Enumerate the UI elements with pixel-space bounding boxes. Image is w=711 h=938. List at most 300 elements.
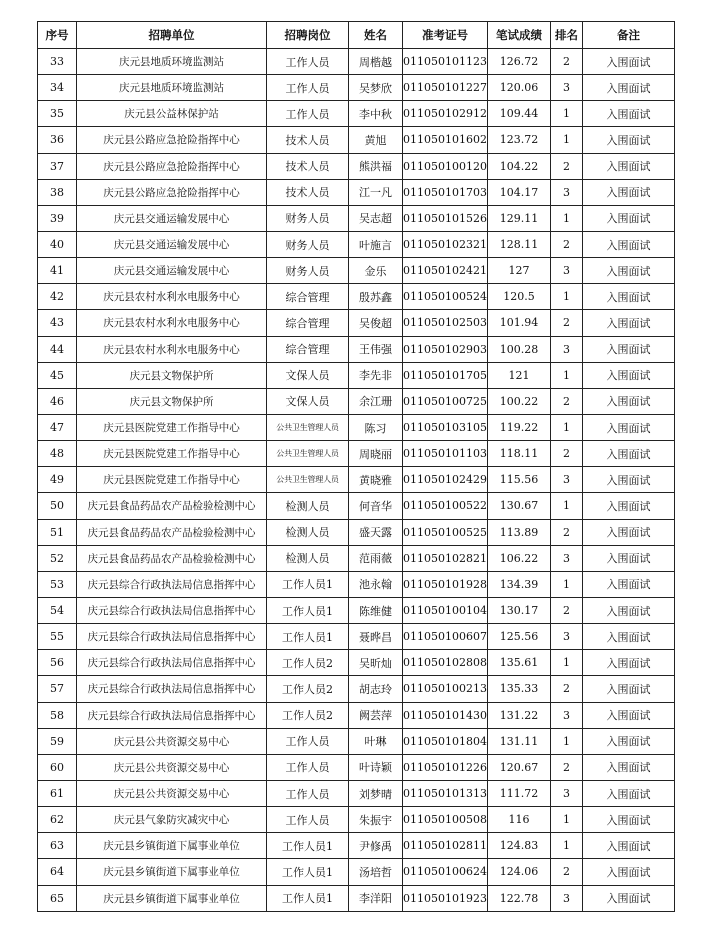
table-row (38, 414, 675, 440)
cell-rank: 3 (551, 545, 583, 571)
cell-index: 43 (38, 310, 77, 336)
cell-index: 39 (38, 205, 77, 231)
cell-exam-id: 011050101923 (403, 885, 488, 911)
cell-rank: 1 (551, 493, 583, 519)
cell-rank: 3 (551, 258, 583, 284)
table-row (38, 624, 675, 650)
cell-score: 124.06 (488, 859, 551, 885)
cell-name: 黄晓雅 (349, 467, 403, 493)
cell-unit: 庆元县公路应急抢险指挥中心 (77, 127, 267, 153)
cell-rank: 2 (551, 231, 583, 257)
cell-position: 检测人员 (267, 493, 349, 519)
cell-position: 工作人员2 (267, 650, 349, 676)
cell-exam-id: 011050100624 (403, 859, 488, 885)
cell-unit: 庆元县气象防灾减灾中心 (77, 807, 267, 833)
cell-exam-id: 011050100607 (403, 624, 488, 650)
cell-rank: 3 (551, 75, 583, 101)
table-body (38, 49, 675, 912)
cell-position: 工作人员1 (267, 885, 349, 911)
cell-index: 64 (38, 859, 77, 885)
cell-name: 吴梦欣 (349, 75, 403, 101)
cell-rank: 2 (551, 859, 583, 885)
cell-name: 聂晔昌 (349, 624, 403, 650)
cell-name: 陈习 (349, 414, 403, 440)
table-row (38, 467, 675, 493)
cell-name: 周晓丽 (349, 441, 403, 467)
cell-exam-id: 011050100104 (403, 597, 488, 623)
cell-position: 工作人员2 (267, 676, 349, 702)
cell-score: 131.22 (488, 702, 551, 728)
cell-remark: 入围面试 (583, 519, 675, 545)
cell-name: 叶施言 (349, 231, 403, 257)
cell-position: 工作人员 (267, 754, 349, 780)
cell-score: 100.22 (488, 388, 551, 414)
cell-rank: 2 (551, 49, 583, 75)
cell-exam-id: 011050101227 (403, 75, 488, 101)
cell-name: 吴俊超 (349, 310, 403, 336)
cell-unit: 庆元县交通运输发展中心 (77, 205, 267, 231)
table-row (38, 310, 675, 336)
cell-index: 35 (38, 101, 77, 127)
cell-rank: 3 (551, 179, 583, 205)
cell-unit: 庆元县医院党建工作指导中心 (77, 467, 267, 493)
cell-exam-id: 011050100120 (403, 153, 488, 179)
cell-score: 135.33 (488, 676, 551, 702)
cell-remark: 入围面试 (583, 624, 675, 650)
cell-remark: 入围面试 (583, 388, 675, 414)
cell-remark: 入围面试 (583, 728, 675, 754)
cell-index: 42 (38, 284, 77, 310)
header-index: 序号 (38, 22, 77, 49)
cell-position: 技术人员 (267, 127, 349, 153)
cell-position: 工作人员 (267, 807, 349, 833)
cell-unit: 庆元县综合行政执法局信息指挥中心 (77, 571, 267, 597)
cell-name: 王伟强 (349, 336, 403, 362)
results-table-container (37, 21, 674, 912)
cell-index: 54 (38, 597, 77, 623)
cell-name: 朱振宇 (349, 807, 403, 833)
cell-name: 池永翰 (349, 571, 403, 597)
cell-unit: 庆元县公路应急抢险指挥中心 (77, 179, 267, 205)
cell-position: 公共卫生管理人员 (267, 467, 349, 493)
cell-score: 130.67 (488, 493, 551, 519)
cell-score: 116 (488, 807, 551, 833)
cell-unit: 庆元县文物保护所 (77, 362, 267, 388)
cell-remark: 入围面试 (583, 571, 675, 597)
cell-exam-id: 011050102912 (403, 101, 488, 127)
cell-rank: 3 (551, 780, 583, 806)
cell-rank: 1 (551, 833, 583, 859)
cell-rank: 3 (551, 624, 583, 650)
table-row (38, 650, 675, 676)
cell-name: 余江珊 (349, 388, 403, 414)
cell-exam-id: 011050102811 (403, 833, 488, 859)
table-row (38, 336, 675, 362)
cell-score: 120.5 (488, 284, 551, 310)
cell-exam-id: 011050101602 (403, 127, 488, 153)
cell-name: 李先非 (349, 362, 403, 388)
table-row (38, 179, 675, 205)
cell-index: 40 (38, 231, 77, 257)
cell-remark: 入围面试 (583, 205, 675, 231)
cell-index: 57 (38, 676, 77, 702)
table-row (38, 571, 675, 597)
cell-score: 109.44 (488, 101, 551, 127)
cell-rank: 3 (551, 702, 583, 728)
cell-unit: 庆元县乡镇街道下属事业单位 (77, 885, 267, 911)
cell-score: 113.89 (488, 519, 551, 545)
cell-index: 41 (38, 258, 77, 284)
table-row (38, 75, 675, 101)
cell-name: 刘梦晴 (349, 780, 403, 806)
cell-unit: 庆元县综合行政执法局信息指挥中心 (77, 676, 267, 702)
cell-exam-id: 011050101226 (403, 754, 488, 780)
cell-unit: 庆元县农村水利水电服务中心 (77, 310, 267, 336)
table-row (38, 284, 675, 310)
cell-rank: 3 (551, 467, 583, 493)
cell-remark: 入围面试 (583, 441, 675, 467)
cell-score: 127 (488, 258, 551, 284)
cell-score: 120.67 (488, 754, 551, 780)
cell-position: 公共卫生管理人员 (267, 441, 349, 467)
cell-position: 综合管理 (267, 284, 349, 310)
table-row (38, 49, 675, 75)
cell-score: 131.11 (488, 728, 551, 754)
cell-name: 吴志超 (349, 205, 403, 231)
cell-index: 48 (38, 441, 77, 467)
cell-exam-id: 011050101123 (403, 49, 488, 75)
header-rank: 排名 (551, 22, 583, 49)
table-header-row (38, 22, 675, 49)
cell-index: 56 (38, 650, 77, 676)
cell-position: 工作人员 (267, 780, 349, 806)
cell-index: 44 (38, 336, 77, 362)
cell-remark: 入围面试 (583, 807, 675, 833)
cell-remark: 入围面试 (583, 754, 675, 780)
cell-index: 55 (38, 624, 77, 650)
cell-remark: 入围面试 (583, 49, 675, 75)
cell-unit: 庆元县公路应急抢险指挥中心 (77, 153, 267, 179)
cell-rank: 1 (551, 205, 583, 231)
cell-score: 115.56 (488, 467, 551, 493)
cell-unit: 庆元县医院党建工作指导中心 (77, 441, 267, 467)
cell-score: 125.56 (488, 624, 551, 650)
cell-position: 工作人员 (267, 101, 349, 127)
cell-name: 阙芸萍 (349, 702, 403, 728)
cell-position: 工作人员1 (267, 833, 349, 859)
cell-remark: 入围面试 (583, 127, 675, 153)
cell-remark: 入围面试 (583, 650, 675, 676)
cell-exam-id: 011050102421 (403, 258, 488, 284)
header-name: 姓名 (349, 22, 403, 49)
header-position: 招聘岗位 (267, 22, 349, 49)
cell-rank: 1 (551, 127, 583, 153)
cell-score: 124.83 (488, 833, 551, 859)
cell-position: 技术人员 (267, 179, 349, 205)
cell-rank: 1 (551, 101, 583, 127)
cell-score: 130.17 (488, 597, 551, 623)
cell-exam-id: 011050101103 (403, 441, 488, 467)
cell-exam-id: 011050100522 (403, 493, 488, 519)
cell-remark: 入围面试 (583, 258, 675, 284)
cell-index: 61 (38, 780, 77, 806)
cell-unit: 庆元县地质环境监测站 (77, 75, 267, 101)
cell-remark: 入围面试 (583, 75, 675, 101)
cell-name: 叶诗颖 (349, 754, 403, 780)
cell-rank: 1 (551, 284, 583, 310)
table-row (38, 441, 675, 467)
cell-rank: 2 (551, 153, 583, 179)
cell-remark: 入围面试 (583, 859, 675, 885)
cell-rank: 2 (551, 441, 583, 467)
cell-remark: 入围面试 (583, 179, 675, 205)
cell-exam-id: 011050102821 (403, 545, 488, 571)
table-row (38, 519, 675, 545)
cell-name: 殷苏鑫 (349, 284, 403, 310)
cell-exam-id: 011050102503 (403, 310, 488, 336)
cell-unit: 庆元县食品药品农产品检验检测中心 (77, 493, 267, 519)
cell-unit: 庆元县公共资源交易中心 (77, 780, 267, 806)
header-score: 笔试成绩 (488, 22, 551, 49)
cell-rank: 1 (551, 728, 583, 754)
cell-position: 检测人员 (267, 545, 349, 571)
cell-remark: 入围面试 (583, 310, 675, 336)
cell-index: 36 (38, 127, 77, 153)
header-exam-id: 准考证号 (403, 22, 488, 49)
cell-score: 118.11 (488, 441, 551, 467)
cell-position: 工作人员 (267, 728, 349, 754)
cell-position: 工作人员2 (267, 702, 349, 728)
cell-index: 62 (38, 807, 77, 833)
table-row (38, 702, 675, 728)
cell-score: 129.11 (488, 205, 551, 231)
cell-unit: 庆元县综合行政执法局信息指挥中心 (77, 597, 267, 623)
cell-index: 53 (38, 571, 77, 597)
cell-score: 104.17 (488, 179, 551, 205)
cell-name: 盛天露 (349, 519, 403, 545)
cell-exam-id: 011050102429 (403, 467, 488, 493)
cell-unit: 庆元县公共资源交易中心 (77, 728, 267, 754)
cell-rank: 1 (551, 807, 583, 833)
cell-rank: 2 (551, 310, 583, 336)
cell-remark: 入围面试 (583, 545, 675, 571)
cell-name: 李洋阳 (349, 885, 403, 911)
cell-unit: 庆元县综合行政执法局信息指挥中心 (77, 702, 267, 728)
cell-exam-id: 011050101804 (403, 728, 488, 754)
results-table (37, 21, 675, 912)
cell-name: 黄旭 (349, 127, 403, 153)
cell-score: 128.11 (488, 231, 551, 257)
cell-remark: 入围面试 (583, 493, 675, 519)
cell-exam-id: 011050100725 (403, 388, 488, 414)
cell-score: 106.22 (488, 545, 551, 571)
cell-unit: 庆元县综合行政执法局信息指挥中心 (77, 650, 267, 676)
cell-name: 熊洪福 (349, 153, 403, 179)
cell-rank: 2 (551, 388, 583, 414)
cell-remark: 入围面试 (583, 676, 675, 702)
cell-name: 陈维健 (349, 597, 403, 623)
cell-name: 吴昕灿 (349, 650, 403, 676)
table-row (38, 597, 675, 623)
cell-score: 135.61 (488, 650, 551, 676)
table-row (38, 388, 675, 414)
cell-exam-id: 011050101526 (403, 205, 488, 231)
cell-rank: 3 (551, 336, 583, 362)
cell-exam-id: 011050101928 (403, 571, 488, 597)
cell-exam-id: 011050100524 (403, 284, 488, 310)
cell-index: 65 (38, 885, 77, 911)
cell-exam-id: 011050102903 (403, 336, 488, 362)
cell-remark: 入围面试 (583, 362, 675, 388)
cell-exam-id: 011050101705 (403, 362, 488, 388)
cell-name: 何音华 (349, 493, 403, 519)
cell-index: 52 (38, 545, 77, 571)
cell-unit: 庆元县文物保护所 (77, 388, 267, 414)
table-row (38, 545, 675, 571)
table-row (38, 231, 675, 257)
cell-name: 叶琳 (349, 728, 403, 754)
cell-position: 工作人员1 (267, 597, 349, 623)
cell-position: 工作人员1 (267, 624, 349, 650)
cell-rank: 1 (551, 650, 583, 676)
cell-index: 37 (38, 153, 77, 179)
cell-remark: 入围面试 (583, 414, 675, 440)
cell-remark: 入围面试 (583, 101, 675, 127)
cell-index: 38 (38, 179, 77, 205)
cell-position: 财务人员 (267, 258, 349, 284)
cell-unit: 庆元县乡镇街道下属事业单位 (77, 859, 267, 885)
cell-name: 范雨薇 (349, 545, 403, 571)
cell-score: 123.72 (488, 127, 551, 153)
table-row (38, 258, 675, 284)
cell-rank: 1 (551, 414, 583, 440)
table-row (38, 728, 675, 754)
cell-score: 120.06 (488, 75, 551, 101)
cell-name: 李中秋 (349, 101, 403, 127)
table-row (38, 754, 675, 780)
cell-remark: 入围面试 (583, 336, 675, 362)
table-row (38, 780, 675, 806)
cell-rank: 3 (551, 885, 583, 911)
cell-exam-id: 011050102321 (403, 231, 488, 257)
cell-score: 121 (488, 362, 551, 388)
cell-exam-id: 011050100525 (403, 519, 488, 545)
cell-unit: 庆元县农村水利水电服务中心 (77, 336, 267, 362)
cell-score: 100.28 (488, 336, 551, 362)
cell-unit: 庆元县交通运输发展中心 (77, 258, 267, 284)
cell-index: 59 (38, 728, 77, 754)
cell-unit: 庆元县综合行政执法局信息指挥中心 (77, 624, 267, 650)
cell-remark: 入围面试 (583, 833, 675, 859)
cell-index: 49 (38, 467, 77, 493)
cell-position: 文保人员 (267, 362, 349, 388)
cell-position: 公共卫生管理人员 (267, 414, 349, 440)
cell-exam-id: 011050103105 (403, 414, 488, 440)
cell-rank: 2 (551, 754, 583, 780)
cell-exam-id: 011050101703 (403, 179, 488, 205)
table-row (38, 127, 675, 153)
cell-index: 51 (38, 519, 77, 545)
cell-rank: 1 (551, 362, 583, 388)
header-unit: 招聘单位 (77, 22, 267, 49)
cell-remark: 入围面试 (583, 702, 675, 728)
cell-unit: 庆元县交通运输发展中心 (77, 231, 267, 257)
cell-position: 财务人员 (267, 205, 349, 231)
table-row (38, 676, 675, 702)
table-row (38, 885, 675, 911)
cell-position: 工作人员1 (267, 859, 349, 885)
cell-rank: 1 (551, 571, 583, 597)
cell-unit: 庆元县乡镇街道下属事业单位 (77, 833, 267, 859)
cell-rank: 2 (551, 519, 583, 545)
table-row (38, 833, 675, 859)
table-row (38, 153, 675, 179)
cell-index: 50 (38, 493, 77, 519)
cell-index: 47 (38, 414, 77, 440)
table-row (38, 101, 675, 127)
cell-remark: 入围面试 (583, 284, 675, 310)
cell-exam-id: 011050101313 (403, 780, 488, 806)
cell-name: 周楷越 (349, 49, 403, 75)
cell-unit: 庆元县农村水利水电服务中心 (77, 284, 267, 310)
table-row (38, 807, 675, 833)
cell-index: 45 (38, 362, 77, 388)
cell-exam-id: 011050102808 (403, 650, 488, 676)
cell-score: 134.39 (488, 571, 551, 597)
cell-position: 财务人员 (267, 231, 349, 257)
cell-remark: 入围面试 (583, 780, 675, 806)
cell-index: 60 (38, 754, 77, 780)
cell-position: 综合管理 (267, 336, 349, 362)
cell-score: 101.94 (488, 310, 551, 336)
cell-score: 111.72 (488, 780, 551, 806)
cell-unit: 庆元县医院党建工作指导中心 (77, 414, 267, 440)
cell-score: 126.72 (488, 49, 551, 75)
cell-index: 34 (38, 75, 77, 101)
cell-position: 检测人员 (267, 519, 349, 545)
table-row (38, 205, 675, 231)
cell-unit: 庆元县地质环境监测站 (77, 49, 267, 75)
cell-remark: 入围面试 (583, 885, 675, 911)
cell-name: 胡志玲 (349, 676, 403, 702)
cell-index: 33 (38, 49, 77, 75)
cell-unit: 庆元县公益林保护站 (77, 101, 267, 127)
cell-position: 工作人员1 (267, 571, 349, 597)
cell-index: 63 (38, 833, 77, 859)
cell-position: 文保人员 (267, 388, 349, 414)
cell-unit: 庆元县食品药品农产品检验检测中心 (77, 519, 267, 545)
cell-remark: 入围面试 (583, 597, 675, 623)
cell-position: 综合管理 (267, 310, 349, 336)
cell-position: 工作人员 (267, 49, 349, 75)
cell-remark: 入围面试 (583, 467, 675, 493)
cell-rank: 2 (551, 676, 583, 702)
cell-position: 工作人员 (267, 75, 349, 101)
table-row (38, 493, 675, 519)
cell-exam-id: 011050100213 (403, 676, 488, 702)
cell-remark: 入围面试 (583, 153, 675, 179)
cell-name: 尹修禹 (349, 833, 403, 859)
cell-position: 技术人员 (267, 153, 349, 179)
cell-score: 122.78 (488, 885, 551, 911)
cell-score: 119.22 (488, 414, 551, 440)
table-row (38, 859, 675, 885)
cell-unit: 庆元县公共资源交易中心 (77, 754, 267, 780)
cell-index: 46 (38, 388, 77, 414)
cell-name: 江一凡 (349, 179, 403, 205)
cell-name: 金乐 (349, 258, 403, 284)
cell-unit: 庆元县食品药品农产品检验检测中心 (77, 545, 267, 571)
